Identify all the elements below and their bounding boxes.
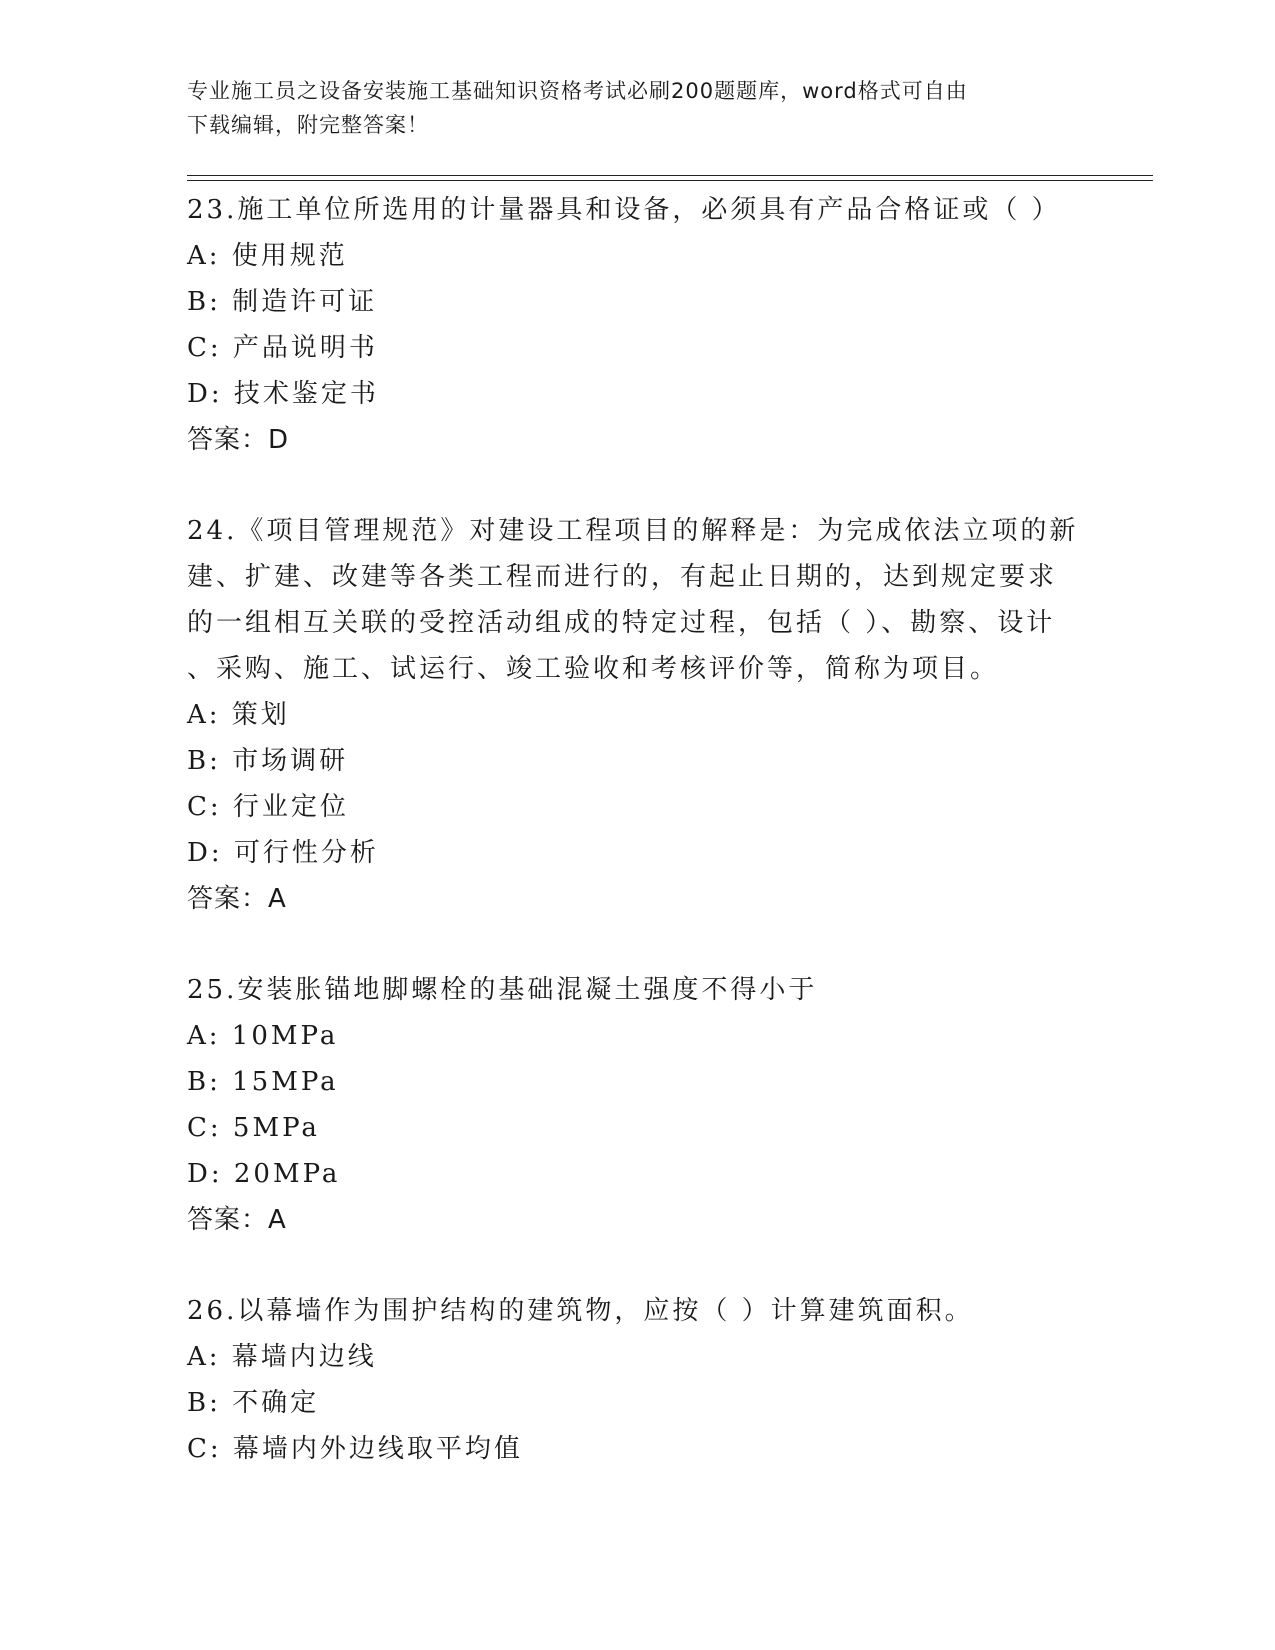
answer-text: 答案：A <box>187 884 287 914</box>
question-spacer <box>187 463 1087 508</box>
option-d: D: 20MPa <box>187 1159 341 1189</box>
option-a: A: 使用规范 <box>187 241 348 271</box>
question-stem: 23.施工单位所选用的计量器具和设备，必须具有产品合格证或（ ） <box>187 195 1061 225</box>
option-c: C: 5MPa <box>187 1113 320 1143</box>
option-b: B: 制造许可证 <box>187 287 378 317</box>
question-stem: 25.安装胀锚地脚螺栓的基础混凝土强度不得小于 <box>187 975 818 1005</box>
option-d: D: 技术鉴定书 <box>187 379 379 409</box>
option-a: A: 10MPa <box>187 1021 339 1051</box>
question-list <box>187 187 1087 1472</box>
option-c: C: 行业定位 <box>187 792 349 822</box>
option-a: A: 幕墙内边线 <box>187 1342 377 1372</box>
question-spacer <box>187 922 1087 967</box>
header-line-1: 专业施工员之设备安装施工基础知识资格考试必刷200题题库，word格式可自由 <box>187 79 968 103</box>
answer-text: 答案：D <box>187 425 290 455</box>
option-b: B: 15MPa <box>187 1067 339 1097</box>
header-line-2: 下载编辑，附完整答案！ <box>187 113 429 137</box>
option-c: C: 产品说明书 <box>187 333 378 363</box>
header-divider-bottom <box>187 180 1153 181</box>
option-b: B: 市场调研 <box>187 746 349 776</box>
document-header <box>187 74 1067 142</box>
option-c: C: 幕墙内外边线取平均值 <box>187 1434 523 1464</box>
option-d: D: 可行性分析 <box>187 838 379 868</box>
question-block-24 <box>187 508 1087 922</box>
question-block-23 <box>187 187 1087 463</box>
question-stem-continued: 的一组相互关联的受控活动组成的特定过程，包括（ ）、勘察、设计 <box>187 608 1056 638</box>
question-block-26 <box>187 1288 1087 1472</box>
question-stem-continued: 、采购、施工、试运行、竣工验收和考核评价等，简称为项目。 <box>187 654 1000 684</box>
question-stem-continued: 建、扩建、改建等各类工程而进行的，有起止日期的，达到规定要求 <box>187 562 1058 592</box>
question-stem: 24.《项目管理规范》对建设工程项目的解释是：为完成依法立项的新 <box>187 516 1079 546</box>
answer-text: 答案：A <box>187 1205 287 1235</box>
question-spacer <box>187 1243 1087 1288</box>
question-stem: 26.以幕墙作为围护结构的建筑物，应按（ ）计算建筑面积。 <box>187 1296 974 1326</box>
header-divider-top <box>187 175 1153 176</box>
question-block-25 <box>187 967 1087 1243</box>
option-b: B: 不确定 <box>187 1388 320 1418</box>
option-a: A: 策划 <box>187 700 290 730</box>
